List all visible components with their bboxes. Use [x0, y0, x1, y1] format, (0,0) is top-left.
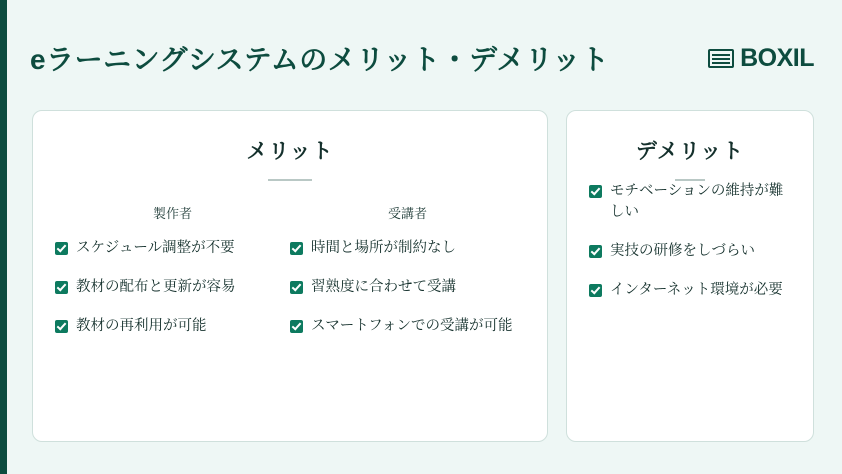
- list-item-label: インターネット環境が必要: [610, 282, 783, 299]
- list-item: [589, 181, 791, 223]
- cards-container: [32, 110, 814, 442]
- demerit-card: [566, 110, 814, 442]
- list-item-label: スマートフォンでの受講が可能: [311, 318, 513, 335]
- list-item: [55, 277, 290, 298]
- merit-column-creator-heading: 製作者: [152, 206, 192, 221]
- brand-logo: [708, 44, 814, 73]
- check-icon: [589, 185, 602, 198]
- boxil-logo-icon: [708, 49, 734, 68]
- check-icon: [290, 281, 303, 294]
- list-item: [55, 238, 290, 259]
- merit-columns: [55, 203, 525, 355]
- merit-column-creator: [55, 203, 290, 355]
- check-icon: [589, 245, 602, 258]
- check-icon: [290, 242, 303, 255]
- list-item-label: 教材の配布と更新が容易: [76, 279, 236, 296]
- list-item: [55, 316, 290, 337]
- slide-header: [30, 32, 814, 84]
- list-item-label: 時間と場所が制約なし: [311, 240, 456, 256]
- list-item-label: モチベーションの維持が難しい: [610, 183, 784, 221]
- merit-creator-list: [55, 238, 290, 337]
- list-item: [290, 316, 525, 337]
- merit-card: [32, 110, 548, 442]
- merit-column-student-heading: 受講者: [387, 206, 427, 221]
- accent-bar: [0, 0, 7, 474]
- list-item-label: 教材の再利用が可能: [76, 318, 207, 335]
- merit-student-list: [290, 238, 525, 337]
- check-icon: [589, 284, 602, 297]
- list-item: [290, 277, 525, 298]
- merit-divider: [268, 179, 312, 181]
- page-title: eラーニングシステムのメリット・デメリット: [30, 44, 610, 75]
- merit-column-student: [290, 203, 525, 355]
- list-item: [589, 280, 791, 301]
- brand-logo-text: BOXIL: [740, 43, 814, 72]
- check-icon: [55, 281, 68, 294]
- list-item: [589, 241, 791, 262]
- demerit-list: [589, 181, 791, 301]
- check-icon: [290, 320, 303, 333]
- merit-card-title: メリット: [246, 140, 334, 163]
- demerit-card-title: デメリット: [635, 140, 745, 163]
- check-icon: [55, 242, 68, 255]
- list-item-label: 習熟度に合わせて受講: [311, 279, 456, 296]
- list-item: [290, 238, 525, 259]
- list-item-label: 実技の研修をしづらい: [610, 243, 755, 260]
- list-item-label: スケジュール調整が不要: [76, 240, 235, 256]
- check-icon: [55, 320, 68, 333]
